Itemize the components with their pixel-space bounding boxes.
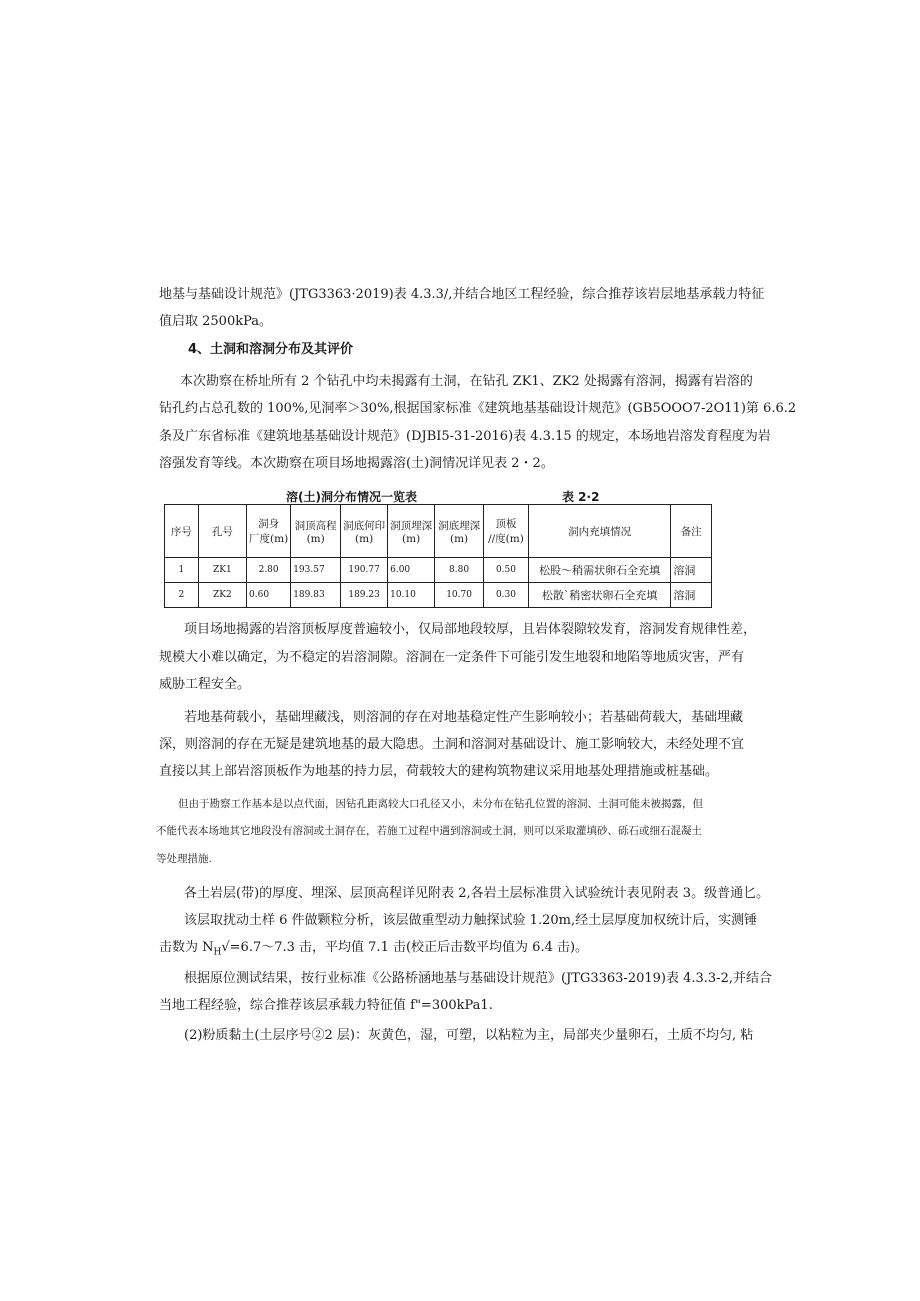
text-line: 深，则溶洞的存在无疑是建筑地基的最大隐患。土洞和溶洞对基础设计、施工影响较大，未经处理不宜	[159, 737, 745, 752]
table-title: 溶(土)洞分布情况一览表	[286, 490, 417, 504]
header-note: 备注	[671, 505, 712, 558]
section-heading: 4、土洞和溶洞分布及其评价	[188, 342, 354, 357]
text-line: 溶强发育等线。本次勘察在项目场地揭露溶(土)洞情况详见表 2・2。	[159, 456, 554, 471]
text-fragment: √=6.7～7.3 击，平均值 7.1 击(校正后击数平均值为 6.4 击)。	[221, 940, 589, 955]
header-seq: 序号	[165, 505, 199, 558]
text-line: 各土岩层(带)的厚度、埋深、层顶高程详见附表 2,各岩土层标准贯入试验统计表见附表 3。级普通匕。	[184, 886, 770, 901]
header-plate: 顶板 //度(m)	[484, 505, 529, 558]
cell-note: 溶洞	[671, 558, 712, 583]
cell-seq: 2	[165, 583, 199, 608]
text-line: 不能代表本场地其它地段没有溶洞或土洞存在，若施工过程中遇到溶洞或土洞，则可以采取灌填砂、砾石或细石混凝土	[156, 825, 702, 837]
cell-bot-elev: 189.23	[341, 583, 388, 608]
text-line: 当地工程经验，综合推荐该层承载力特征值 f"=300kPa1.	[159, 998, 493, 1013]
header-hole: 孔号	[198, 505, 246, 558]
text-line: 等处理措施.	[156, 853, 212, 865]
table-row	[165, 583, 712, 608]
text-line: 若地基荷载小，基础埋藏浅，则溶洞的存在对地基稳定性产生影响较小；若基础荷载大，基础埋藏	[184, 710, 744, 725]
table-row	[165, 558, 712, 583]
subscript: H	[213, 947, 222, 958]
text-line: 直接以其上部岩溶顶板作为地基的持力层，荷载较大的建构筑物建议采用地基处理措施或桩基础。	[159, 764, 719, 779]
header-bot-depth: 洞底埋深 (m)	[435, 505, 484, 558]
cell-plate: 0.30	[484, 583, 529, 608]
cell-fill: 松散`稍密状卵石全充填	[528, 583, 670, 608]
cell-bot-depth: 10.70	[435, 583, 484, 608]
header-bot-elev: 洞底何印 (m)	[341, 505, 388, 558]
text-line: 但由于勘察工作基本是以点代面，因钻孔距离较大口孔径又小，未分布在钻孔位置的溶洞、土洞可能未被揭露，但	[178, 798, 703, 810]
cell-hole: ZK2	[198, 583, 246, 608]
cell-top-elev: 193.57	[291, 558, 341, 583]
text-line: 地基与基础设计规范》(JTG3363·2019)表 4.3.3/,并结合地区工程经验，综合推荐该岩层地基承载力特征	[159, 287, 765, 302]
cell-bot-elev: 190.77	[341, 558, 388, 583]
header-fill: 洞内充填情况	[528, 505, 670, 558]
cell-seq: 1	[165, 558, 199, 583]
text-line	[159, 939, 759, 962]
header-height: 洞身 厂度(m)	[247, 505, 291, 558]
cell-top-depth: 10.10	[388, 583, 435, 608]
text-line: 该层取扰动土样 6 件做颗粒分析，该层做重型动力触探试验 1.20m,经土层厚度加权统计后，实测锤	[184, 913, 758, 928]
text-fragment: 击数为 N	[159, 940, 214, 955]
text-line: 根据原位测试结果，按行业标准《公路桥涵地基与基础设计规范》(JTG3363-2019)表 4.3.3-2,并结合	[184, 971, 772, 986]
text-line: 规模大小难以确定，为不稳定的岩溶洞隙。溶洞在一定条件下可能引发生地裂和地陷等地质灾害，严有	[159, 650, 745, 665]
cell-plate: 0.50	[484, 558, 529, 583]
text-line: 值启取 2500kPa。	[159, 314, 273, 329]
cell-height: 0.60	[247, 583, 291, 608]
cell-hole: ZK1	[198, 558, 246, 583]
text-line: 项目场地揭露的岩溶顶板厚度普遍较小，仅局部地段较厚，且岩体裂隙较发育，溶洞发育规律性差，	[184, 622, 757, 637]
cave-distribution-table	[164, 504, 712, 608]
text-line: 威胁工程安全。	[159, 677, 251, 692]
cell-fill: 松股～稍需状卵石全充填	[528, 558, 670, 583]
table-number: 表 2·2	[562, 490, 600, 504]
text-line: (2)粉质黏土(土层序号②2 层)：灰黄色，湿，可塑，以粘粒为主，局部夹少量卵石，土质不均匀, 粘	[184, 1028, 754, 1043]
cell-note: 溶洞	[671, 583, 712, 608]
header-top-depth: 洞顶埋深 (m)	[388, 505, 435, 558]
cell-top-elev: 189.83	[291, 583, 341, 608]
cell-top-depth: 6.00	[388, 558, 435, 583]
text-line: 本次勘察在桥址所有 2 个钻孔中均未揭露有土洞，在钻孔 ZK1、ZK2 处揭露有溶洞，揭露有岩溶的	[180, 374, 753, 389]
cell-bot-depth: 8.80	[435, 558, 484, 583]
text-line: 钻孔约占总孔数的 100%,见洞率＞30%,根据国家标准《建筑地基基础设计规范》(GB5OOO7-2O11)第 6.6.2	[159, 401, 797, 416]
text-line: 条及广东省标准《建筑地基基础设计规范》(DJBI5-31-2016)表 4.3.15 的规定，本场地岩溶发育程度为岩	[159, 429, 771, 444]
table-header-row	[165, 505, 712, 558]
cell-height: 2.80	[247, 558, 291, 583]
header-top-elev: 洞顶高程 (m)	[291, 505, 341, 558]
